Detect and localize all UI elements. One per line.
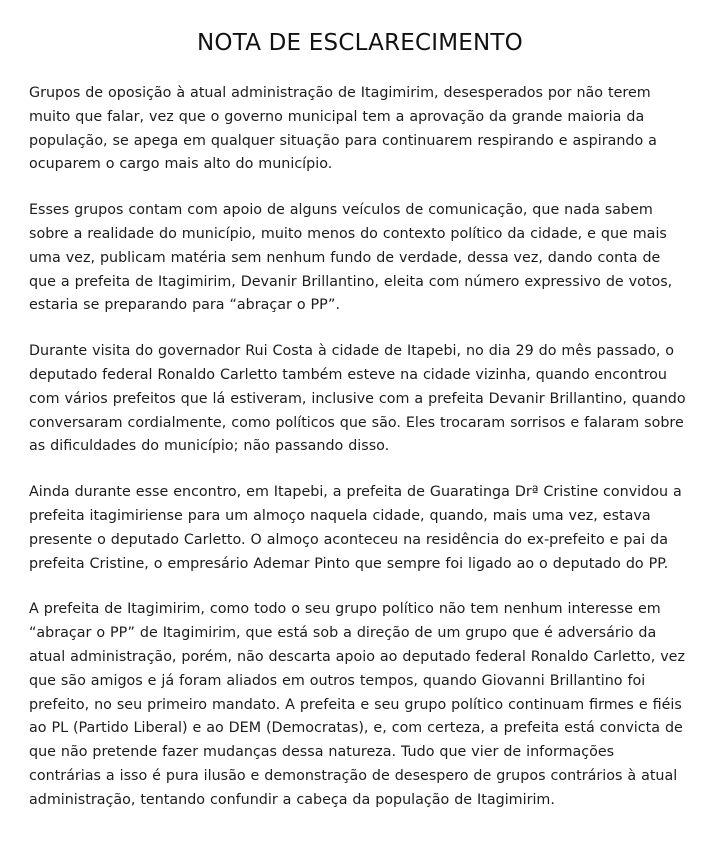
document-body [29,82,691,835]
paragraph-1: Grupos de oposição à atual administração de Itagimirim, desesperados por não terem muito que falar, vez que o governo municipal tem a aprovação da grande maioria da população, se apega em qualquer situação para continuarem respirando e aspirando a ocuparem o cargo mais alto do município. [29,85,657,173]
paragraph-3: Durante visita do governador Rui Costa à cidade de Itapebi, no dia 29 do mês passado, o deputado federal Ronaldo Carletto também esteve na cidade vizinha, quando encontrou com vários prefeitos que lá estiveram, inclusive com a prefeita Devanir Brillantino, quando conversaram cordialmente, como políticos que são. Eles trocaram sorrisos e falaram sobre as dificuldades do município; não passando disso. [29,343,686,455]
paragraph-4: Ainda durante esse encontro, em Itapebi, a prefeita de Guaratinga Drª Cristine convidou a prefeita itagimiriense para um almoço naquela cidade, quando, mais uma vez, estava presente o deputado Carletto. O almoço aconteceu na residência do ex-prefeito e pai da prefeita Cristine, o empresário Ademar Pinto que sempre foi ligado ao o deputado do PP. [29,484,682,572]
paragraph-5: A prefeita de Itagimirim, como todo o seu grupo político não tem nenhum interesse em “abraçar o PP” de Itagimirim, que está sob a direção de um grupo que é adversário da atual administração, porém, não descarta apoio ao deputado federal Ronaldo Carletto, vez que são amigos e já foram aliados em outros tempos, quando Giovanni Brillantino foi prefeito, no seu primeiro mandato. A prefeita e seu grupo político continuam firmes e fiéis ao PL (Partido Liberal) e ao DEM (Democratas), e, com certeza, a prefeita está convicta de que não pretende fazer mudanças dessa natureza. Tudo que vier de informações contrárias a isso é pura ilusão e demonstração de desespero de grupos contrários à atual administração, tentando confundir a cabeça da população de Itagimirim. [29,601,685,808]
document-title: NOTA DE ESCLARECIMENTO [197,30,523,56]
paragraph-2: Esses grupos contam com apoio de alguns veículos de comunicação, que nada sabem sobre a realidade do município, muito menos do contexto político da cidade, e que mais uma vez, publicam matéria sem nenhum fundo de verdade, dessa vez, dando conta de que a prefeita de Itagimirim, Devanir Brillantino, eleita com número expressivo de votos, estaria se preparando para “abraçar o PP”. [29,202,673,314]
